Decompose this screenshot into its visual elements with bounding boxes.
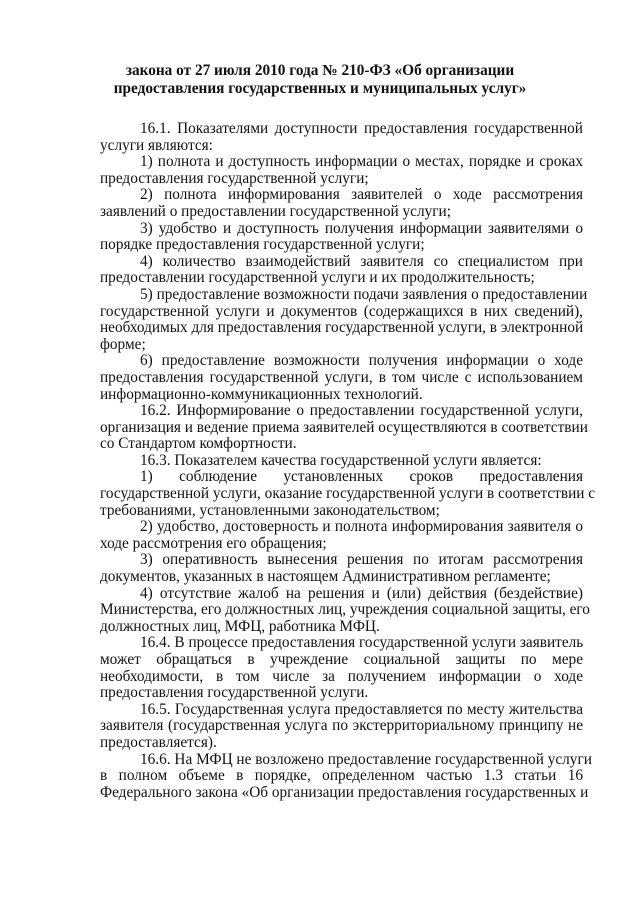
paragraph-line: услуги являются: [100, 136, 213, 154]
paragraph-line: государственной услуги и документов (содержащихся в них сведений), [100, 302, 583, 320]
paragraph-line: государственной услуги, оказание государственной услуги в соответствии с [100, 485, 596, 503]
paragraph-line: 1) полнота и доступность информации о местах, порядке и сроках [140, 153, 583, 171]
paragraph-line: предоставления государственной услуги. [100, 684, 369, 702]
paragraph-line: 16.3. Показателем качества государственной услуги является: [140, 451, 542, 469]
paragraph-line: форме; [100, 335, 146, 353]
paragraph [100, 121, 583, 154]
paragraph [100, 750, 592, 802]
paragraph-line: должностных лиц, МФЦ, работника МФЦ. [100, 617, 380, 635]
paragraph [100, 154, 583, 187]
paragraph-line: 3) удобство и доступность получения информации заявителями о [140, 219, 583, 237]
paragraph-line: необходимых для предоставления государственной услуги, в электронной [100, 319, 584, 337]
paragraph-line: 2) удобство, достоверность и полнота информирования заявителя о [140, 518, 583, 536]
paragraph-line: заявителя (государственная услуга по экстерриториальному принципу не [100, 717, 583, 735]
document-body [100, 120, 596, 801]
paragraph-line: предоставлении государственной услуги и их продолжительность; [100, 269, 535, 287]
paragraph [100, 285, 588, 353]
paragraph-line: 16.1. Показателями доступности предоставления государственной [140, 120, 583, 137]
paragraph-line: предоставления государственной услуги, в том числе с использованием [100, 368, 583, 386]
paragraph-line: 16.2. Информирование о предоставлении государственной услуги, [140, 402, 583, 420]
paragraph-line: 1) соблюдение установленных сроков предоставления [140, 468, 583, 486]
paragraph-line: Федерального закона «Об организации предоставления государственных и [100, 783, 589, 801]
paragraph-line: 4) количество взаимодействий заявителя со специалистом при [140, 252, 583, 270]
paragraph [100, 468, 596, 519]
paragraph-line: информационно-коммуникационных технологий. [100, 385, 423, 403]
paragraph [100, 702, 583, 752]
paragraph-line: 16.4. В процессе предоставления государственной услуги заявитель [140, 634, 584, 652]
paragraph [100, 552, 583, 585]
paragraph-line: заявлений о предоставлении государственной услуги; [100, 202, 451, 220]
paragraph-line: порядке предоставления государственной услуги; [100, 236, 425, 254]
paragraph [100, 187, 583, 220]
paragraph-line: 5) предоставление возможности подачи заявления о предоставлении [140, 285, 588, 303]
paragraph [100, 402, 588, 453]
document-title [60, 62, 580, 98]
paragraph-line: документов, указанных в настоящем Административном регламенте; [100, 568, 551, 586]
paragraph-line: 6) предоставление возможности получения информации о ходе [140, 352, 583, 370]
paragraph-line: необходимости, в том числе за получением информации о ходе [100, 667, 583, 685]
paragraph-line: в полном объеме в порядке, определенном частью 1.3 статьи 16 [100, 767, 583, 785]
paragraph-line: со Стандартом комфортности. [100, 435, 297, 453]
paragraph [100, 519, 583, 552]
paragraph [100, 254, 583, 287]
paragraph-line: организация и ведение приема заявителей осуществляются в соответствии [100, 418, 588, 436]
paragraph-line: требованиями, установленными законодательством; [100, 501, 440, 519]
paragraph-line: может обращаться в учреждение социальной защиты по мере [100, 651, 583, 668]
paragraph-line: 3) оперативность вынесения решения по итогам рассмотрения [140, 551, 583, 569]
paragraph-line: предоставляется). [100, 733, 217, 751]
paragraph [100, 453, 583, 470]
paragraph-line: 16.6. На МФЦ не возложено предоставление государственной услуги [140, 750, 592, 768]
paragraph-line: Министерства, его должностных лиц, учреждения социальной защиты, его [100, 601, 590, 619]
paragraph-line: 4) отсутствие жалоб на решения и (или) действия (бездействие) [140, 584, 583, 602]
title-line-2: предоставления государственных и муниципальных услуг» [113, 80, 527, 97]
paragraph-line: ходе рассмотрения его обращения; [100, 534, 327, 552]
paragraph [100, 353, 583, 403]
paragraph-line: 16.5. Государственная услуга предоставляется по месту жительства [140, 700, 583, 718]
title-line-1: закона от 27 июля 2010 года № 210-ФЗ «Об организации [125, 62, 515, 79]
paragraph-line: предоставления государственной услуги; [100, 169, 369, 187]
paragraph [100, 635, 583, 701]
paragraph [100, 584, 590, 636]
paragraph-line: 2) полнота информирования заявителей о ходе рассмотрения [140, 186, 583, 204]
paragraph [100, 221, 583, 254]
